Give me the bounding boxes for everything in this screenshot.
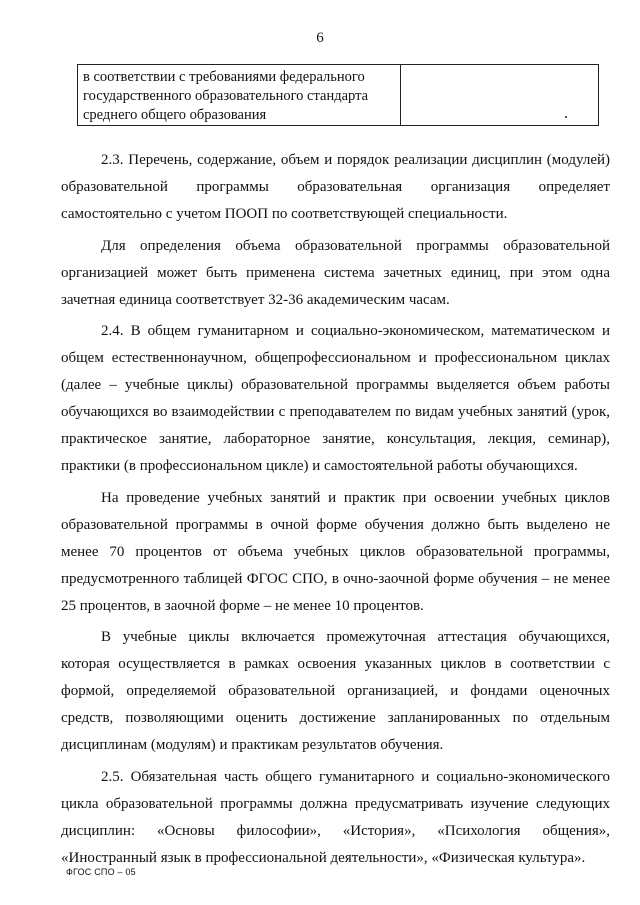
paragraph-2-4: 2.4. В общем гуманитарном и социально-экономическом, математическом и общем естественнонаучном, общепрофессиональном и профессиональном циклах (далее – учебные циклы) образовательной программы выделяется объем работы обучающихся во взаимодействии с преподавателем по видам учебных занятий (урок, практическое занятие, лабораторное занятие, консультация, лекция, семинар), практики (в профессиональном цикле) и самостоятельной работы обучающихся.	[61, 323, 610, 474]
table-row	[78, 65, 599, 126]
page-number: 6	[316, 30, 324, 46]
table-cell-line: государственного образовательного стандарта	[83, 88, 369, 104]
table-cell-left	[78, 65, 401, 126]
paragraph-credit-units: Для определения объема образовательной программы образовательной организацией может быть применена система зачетных единиц, при этом одна зачетная единица соответствует 32-36 академическим часам.	[61, 237, 610, 308]
footer-label: ФГОС СПО – 05	[66, 867, 136, 877]
paragraph-2-5: 2.5. Обязательная часть общего гуманитарного и социально-экономического цикла образовательной программы должна предусматривать изучение следующих дисциплин: «Основы философии», «История», «Психология общения», «Иностранный язык в профессиональной деятельности», «Физическая культура».	[61, 768, 610, 866]
paragraph-2-3: 2.3. Перечень, содержание, объем и порядок реализации дисциплин (модулей) образовательной программы образовательная организация определяет самостоятельно с учетом ПООП по соответствующей специальности.	[61, 152, 610, 222]
scan-dot	[565, 116, 567, 118]
document-body	[61, 147, 610, 877]
header-table	[77, 64, 599, 126]
paragraph-attestation: В учебные циклы включается промежуточная аттестация обучающихся, которая осуществляется в рамках освоения указанных циклов в соответствии с формой, определяемой образовательной организацией, и фондами оценочных средств, позволяющими оценить достижение запланированных по отдельным дисциплинам (модулям) и практикам результатов обучения.	[61, 629, 610, 754]
table-cell-line: среднего общего образования	[83, 107, 267, 123]
table-cell-line: в соответствии с требованиями федерального	[83, 69, 365, 85]
paragraph-class-hours: На проведение учебных занятий и практик при освоении учебных циклов образовательной программы в очной форме обучения должно быть выделено не менее 70 процентов от объема учебных циклов образовательной программы, предусмотренного таблицей ФГОС СПО, в очно-заочной форме обучения – не менее 25 процентов, в заочной форме – не менее 10 процентов.	[61, 489, 610, 614]
table-cell-right	[401, 65, 599, 126]
